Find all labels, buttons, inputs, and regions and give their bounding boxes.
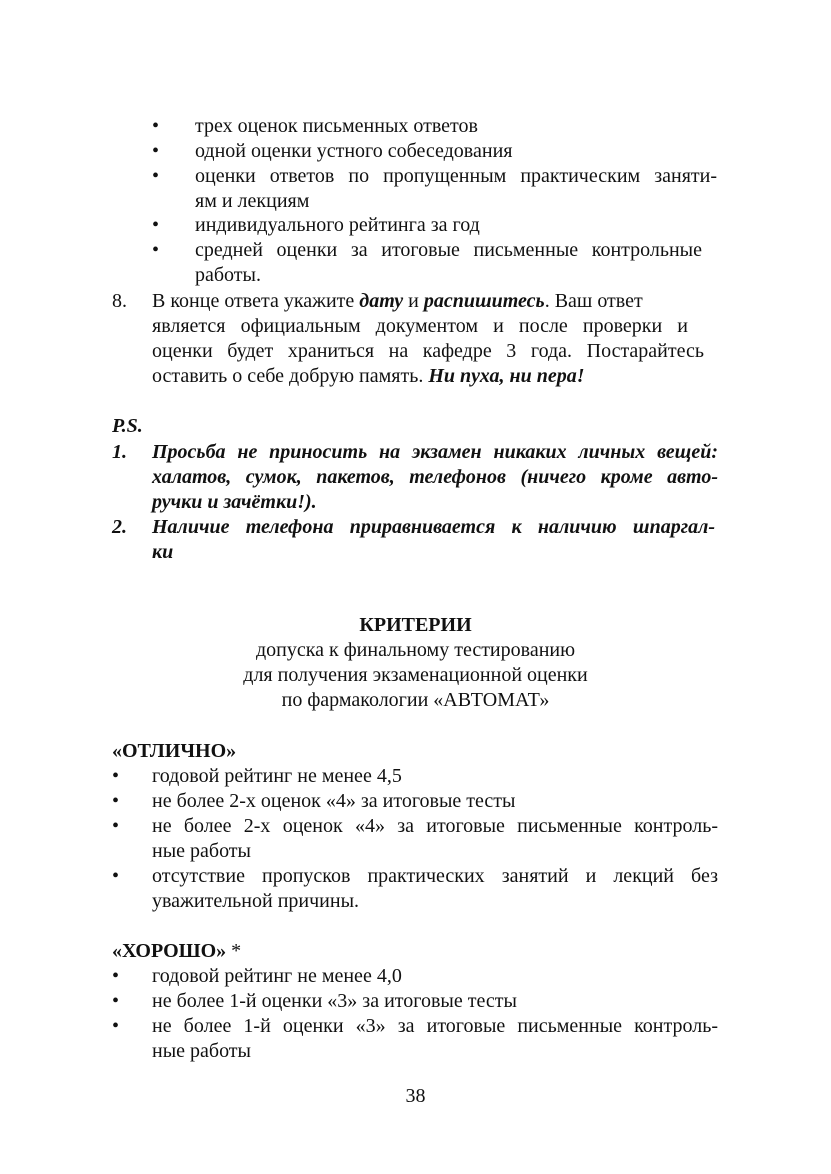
bullet: • — [152, 239, 160, 261]
bullet: • — [152, 214, 160, 236]
bullet: • — [112, 765, 120, 787]
bullet: • — [112, 1015, 120, 1037]
ps-item-1-line-1: Просьба не приносить на экзамен никаких личных вещей: — [152, 441, 718, 463]
bullet: • — [112, 865, 120, 887]
page-number: 38 — [405, 1085, 426, 1107]
ps-item-2-line-2: ки — [152, 541, 174, 563]
ps-item-1-line-3: ручки и зачётки!). — [152, 491, 317, 513]
list-item: отсутствие пропусков практических занятий и лекций без — [152, 865, 718, 887]
list-item: годовой рейтинг не менее 4,5 — [152, 765, 402, 787]
list-item: годовой рейтинг не менее 4,0 — [152, 965, 402, 987]
list-item-continuation: работы. — [195, 264, 261, 286]
criteria-title: КРИТЕРИИ — [359, 614, 472, 636]
bullet: • — [152, 115, 160, 137]
list-item-continuation: ные работы — [152, 1040, 251, 1062]
list-item-continuation: ям и лекциям — [195, 190, 310, 212]
bullet: • — [112, 965, 120, 987]
ps-item-2-line-1: Наличие телефона приравнивается к наличию шпаргал- — [152, 516, 715, 538]
bullet: • — [112, 815, 120, 837]
emphasis-wish: Ни пуха, ни пера! — [428, 365, 585, 387]
list-item: не более 1-й оценки «3» за итоговые тесты — [152, 990, 517, 1012]
item-number: 8. — [112, 290, 127, 312]
ps-item-1-line-2: халатов, сумок, пакетов, телефонов (ничего кроме авто- — [152, 466, 718, 488]
list-item: индивидуального рейтинга за год — [195, 214, 480, 236]
list-item: не более 2-х оценок «4» за итоговые письменные контроль- — [152, 815, 718, 837]
bullet: • — [152, 165, 160, 187]
ps-heading: P.S. — [112, 415, 143, 437]
list-item: оценки ответов по пропущенным практическим заняти- — [195, 165, 717, 187]
list-item: не более 2-х оценок «4» за итоговые тесты — [152, 790, 516, 812]
list-item: одной оценки устного собеседования — [195, 140, 513, 162]
criteria-subtitle-line: по фармакологии «АВТОМАТ» — [281, 689, 550, 711]
bullet: • — [152, 140, 160, 162]
list-item-continuation: ные работы — [152, 840, 251, 862]
list-item-continuation: уважительной причины. — [152, 890, 360, 912]
good-heading: «ХОРОШО» * — [112, 940, 242, 962]
item-8-line-2: является официальным документом и после проверки и — [152, 315, 688, 337]
criteria-subtitle-line: допуска к финальному тестированию — [255, 639, 576, 661]
emphasis-date: дату — [359, 290, 404, 312]
excellent-heading: «ОТЛИЧНО» — [112, 740, 237, 762]
list-item: трех оценок письменных ответов — [195, 115, 478, 137]
item-8-line-3: оценки будет храниться на кафедре 3 года. Постарайтесь — [152, 340, 704, 362]
item-8-line-4: оставить о себе добрую память. Ни пуха, ни пера! — [152, 365, 585, 387]
criteria-subtitle-line: для получения экзаменационной оценки — [243, 664, 588, 686]
item-8-line-1: В конце ответа укажите дату и распишитесь. Ваш ответ — [152, 290, 643, 312]
ps-item-number: 1. — [112, 441, 127, 463]
bullet: • — [112, 790, 120, 812]
ps-item-number: 2. — [112, 516, 127, 538]
list-item: не более 1-й оценки «3» за итоговые письменные контроль- — [152, 1015, 718, 1037]
bullet: • — [112, 990, 120, 1012]
emphasis-sign: распишитесь — [423, 290, 545, 312]
list-item: средней оценки за итоговые письменные контрольные — [195, 239, 702, 261]
